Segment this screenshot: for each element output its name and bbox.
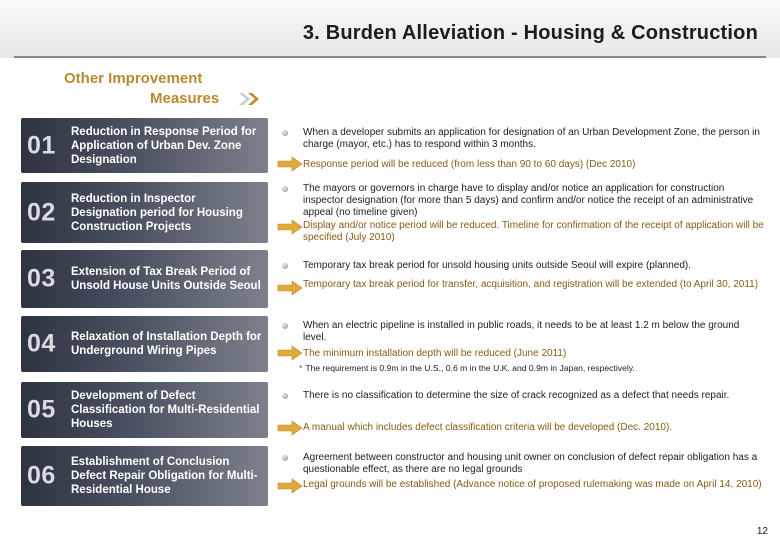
- measure-row-02: [21, 182, 769, 243]
- measure-result: Temporary tax break period for transfer, acquisition, and registration will be extended (to April 30, 2011): [303, 279, 759, 290]
- right-arrow-icon: [277, 280, 303, 296]
- bullet-icon: [282, 130, 288, 136]
- measure-number: 01: [27, 131, 56, 159]
- measure-detail: [277, 250, 769, 308]
- measure-detail: [277, 446, 769, 506]
- measure-number: 03: [27, 264, 56, 293]
- measure-title: Reduction in Response Period for Application of Urban Dev. Zone Designation: [71, 125, 257, 166]
- measure-number: 05: [27, 395, 56, 424]
- measure-row-06: [21, 446, 769, 506]
- measure-row-05: [21, 382, 769, 438]
- right-arrow-icon: [277, 156, 303, 172]
- measure-title-panel: [21, 182, 268, 243]
- measure-description: When a developer submits an application for designation of an Urban Development Zone, the person in charge (mayor, etc.) has to respond within 3 months.: [303, 127, 760, 150]
- measure-result: Legal grounds will be established (Advance notice of proposed rulemaking was made on April 14, 2010): [303, 479, 762, 490]
- measure-result: Response period will be reduced (from less than 90 to 60 days) (Dec 2010): [303, 159, 636, 170]
- right-arrow-icon: [277, 219, 303, 235]
- measure-title-panel: [21, 118, 268, 173]
- measure-title-panel: [21, 250, 268, 308]
- measure-title: Establishment of Conclusion Defect Repair Obligation for Multi-Residential House: [71, 456, 258, 496]
- measure-row-04: [21, 316, 769, 372]
- measure-title: Development of Defect Classification for Multi-Residential Houses: [71, 390, 260, 430]
- page-header: [0, 0, 780, 58]
- bullet-icon: [282, 393, 288, 399]
- right-arrow-icon: [277, 420, 303, 436]
- measure-title-panel: [21, 382, 268, 438]
- measure-title: Relaxation of Installation Depth for Underground Wiring Pipes: [71, 331, 262, 357]
- measure-description: Agreement between constructor and housing unit owner on conclusion of defect repair obligation has a questionable effect, as there are no legal grounds: [303, 452, 758, 475]
- measure-detail: [277, 382, 769, 438]
- footnote-mark: *: [299, 363, 303, 373]
- measure-description: When an electric pipeline is installed in public roads, it needs to be at least 1.2 m below the ground level.: [303, 320, 740, 343]
- page-title: 3. Burden Alleviation - Housing & Construction: [302, 22, 758, 44]
- measure-result: Display and/or notice period will be reduced. Timeline for confirmation of the receipt of application will be specified (July 2010): [303, 220, 764, 243]
- measure-row-01: [21, 118, 769, 173]
- footnote: [299, 363, 765, 373]
- measure-title: Extension of Tax Break Period of Unsold House Units Outside Seoul: [71, 266, 261, 292]
- measure-row-03: [21, 250, 769, 308]
- header-divider: [14, 56, 766, 58]
- measure-number: 06: [27, 461, 56, 490]
- measure-number: 02: [27, 198, 56, 226]
- measure-result: The minimum installation depth will be reduced (June 2011): [303, 348, 567, 359]
- page-number: 12: [756, 526, 768, 537]
- section-title-line1: Other Improvement: [64, 70, 203, 87]
- measure-description: There is no classification to determine the size of crack recognized as a defect that needs repair.: [303, 390, 730, 401]
- measure-detail: [277, 182, 769, 243]
- right-arrow-icon: [277, 345, 303, 361]
- section-heading: [64, 70, 264, 112]
- double-chevron-icon: [238, 91, 264, 107]
- footnote-text: The requirement is 0.9m in the U.S., 0.6 m in the U.K. and 0.9m in Japan, respectively.: [305, 363, 635, 373]
- measure-description: The mayors or governors in charge have to display and/or notice an application for construction inspector designation (for more than 5 days) and confirm and/or notice the receipt of an administrative appeal (no timeline given): [303, 183, 754, 218]
- measure-detail: [277, 118, 769, 173]
- measure-number: 04: [27, 329, 56, 358]
- measure-title: Reduction in Inspector Designation period for Housing Construction Projects: [71, 192, 243, 233]
- section-title-line2: Measures: [150, 90, 220, 107]
- bullet-icon: [282, 323, 288, 329]
- bullet-icon: [282, 455, 288, 461]
- measure-detail: [277, 316, 769, 372]
- bullet-icon: [282, 263, 288, 269]
- right-arrow-icon: [277, 478, 303, 494]
- bullet-icon: [282, 186, 288, 192]
- measure-description: Temporary tax break period for unsold housing units outside Seoul will expire (planned).: [303, 260, 691, 271]
- measure-title-panel: [21, 446, 268, 506]
- measure-result: A manual which includes defect classification criteria will be developed (Dec. 2010).: [303, 422, 673, 433]
- measure-title-panel: [21, 316, 268, 372]
